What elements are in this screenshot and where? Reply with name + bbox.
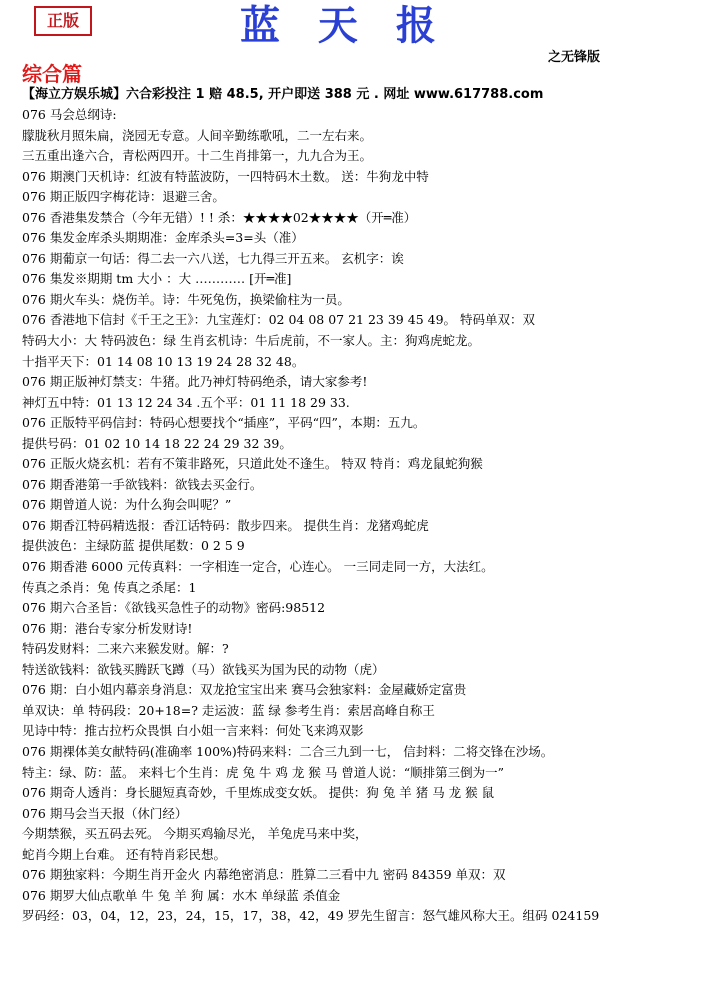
text-line: 076 期香港第一手欲钱料：欲钱去买金行。 <box>22 476 263 492</box>
text-line: 特码发财料：二来六来猴发财。解：? <box>22 641 229 657</box>
newspaper-title: 蓝 天 报 <box>240 2 448 49</box>
text-line: 传真之杀肖：兔 传真之杀尾：1 <box>22 579 197 595</box>
text-line: 特主：绿、防：蓝。 来料七个生肖：虎 兔 牛 鸡 龙 猴 马 曾道人说：“顺排第三倒为一” <box>22 764 505 780</box>
text-line: 076 期马会当天报（休门经） <box>22 805 188 821</box>
text-line: 076 期：白小姐内幕亲身消息：双龙抢宝宝出来 赛马会独家料：金屋藏娇定富贵 <box>22 682 467 698</box>
text-line: 076 期火车头：烧伤羊。诗：牛死兔伤，换梁偷柱为一员。 <box>22 291 350 307</box>
text-line: 罗码经：03，04，12，23，24，15，17，38，42，49 罗先生留言：怒气雄风称大王。组码 024159 <box>22 908 600 924</box>
text-line: 朦胧秋月照朱扁，浇园无专意。人间辛勤练歌吼，二一左右来。 <box>22 127 373 143</box>
text-line: 076 期正版神灯禁支：牛猪。此乃神灯特码绝杀，请大家参考! <box>22 374 368 390</box>
text-line: 076 期香江特码精选报：香江话特码：散步四来。 提供生肖：龙猪鸡蛇虎 <box>22 517 429 533</box>
text-line: 076 香港集发禁合（今年无错）! ! 杀：★★★★02★★★★（开═准） <box>22 209 417 225</box>
text-line: 076 期六合圣旨：《欲钱买急性子的动物》密码:98512 <box>22 600 326 616</box>
edition-subtitle: 之无锋版 <box>548 50 601 65</box>
text-line: 神灯五中特：01 13 12 24 34 .五个平：01 11 18 29 33. <box>22 394 350 410</box>
text-line: 单双诀：单 特码段：20+18=? 走运波：蓝 绿 参考生肖：索居高峰自称王 <box>22 702 435 718</box>
text-line: 提供波色：主绿防蓝 提供尾数：0 2 5 9 <box>22 538 245 554</box>
text-line: 076 期奇人透肖：身长腿短真奇妙，千里炼成变女妖。 提供：狗 兔 羊 猪 马 龙 猴 鼠 <box>22 785 495 801</box>
text-line: 076 期葡京一句话：得二去一六八送，七九得三开五来。 玄机字：诶 <box>22 250 404 266</box>
text-line: 特送欲钱料：欲钱买腾跃飞蹲（马）欲钱买为国为民的动物（虎） <box>22 661 385 677</box>
text-line: 今期禁猴，买五码去死。 今期买鸡输尽光， 羊兔虎马来中奖， <box>22 826 368 842</box>
text-line: 十指平天下：01 14 08 10 13 19 24 28 32 48。 <box>22 353 305 369</box>
text-line: 提供号码：01 02 10 14 18 22 24 29 32 39。 <box>22 435 292 451</box>
text-line: 三五重出逢六合，青松两四开。十二生肖排第一，九九合为王。 <box>22 148 373 164</box>
advertisement-line: 【海立方娱乐城】六合彩投注 1 赔 48.5, 开户即送 388 元 . 网址 www.617788.com <box>22 87 544 102</box>
text-line: 076 期罗大仙点歌单 牛 兔 羊 狗 属：水木 单绿蓝 杀值金 <box>22 887 341 903</box>
text-line: 蛇肖今期上台难。 还有特肖彩民想。 <box>22 846 226 862</box>
text-line: 076 期正版四字梅花诗：退避三舍。 <box>22 189 225 205</box>
text-line: 076 香港地下信封《千王之王》：九宝莲灯：02 04 08 07 21 23 39 45 49。 特码单双：双 <box>22 312 535 328</box>
text-line: 076 正版火烧玄机：若有不策非路死，只道此处不逢生。 特双 特肖：鸡龙鼠蛇狗猴 <box>22 456 483 472</box>
text-line: 076 期裸体美女献特码(准确率 100%)特码来料：二合三九到一七， 信封料：二将交锋在沙场。 <box>22 743 554 759</box>
section-heading: 综合篇 <box>22 62 82 86</box>
text-line: 076 集发※期期 tm 大小 ：大 ………… [开═准] <box>22 271 292 287</box>
text-line: 076 期澳门天机诗：红波有特蓝波防，一四特码木土数。 送：牛狗龙中特 <box>22 168 429 184</box>
text-line: 076 正版特平码信封：特码心想要找个“插座”，平码“四”，本期：五九。 <box>22 415 426 431</box>
text-line: 076 马会总纲诗: <box>22 107 117 122</box>
edition-badge: 正版 <box>34 6 92 36</box>
text-line: 076 期独家料：今期生肖开金火 内幕绝密消息：胜算二三看中九 密码 84359 单双：双 <box>22 867 506 883</box>
text-line: 076 期：港台专家分析发财诗! <box>22 620 193 636</box>
text-line: 076 期香港 6000 元传真料：一字相连一定合，心连心。 一三同走同一方，大法红。 <box>22 559 494 575</box>
text-line: 特码大小：大 特码波色：绿 生肖玄机诗：牛后虎前，不一家人。主：狗鸡虎蛇龙。 <box>22 333 480 349</box>
article-body <box>22 105 698 927</box>
text-line: 见诗中特：推古拉朽众畏惧 白小姐一言来料：何处飞来鸿双影 <box>22 723 364 739</box>
text-line: 076 期曾道人说：为什么狗会叫呢？” <box>22 497 232 513</box>
text-line: 076 集发金库杀头期期准：金库杀头=3=头（准） <box>22 230 304 246</box>
